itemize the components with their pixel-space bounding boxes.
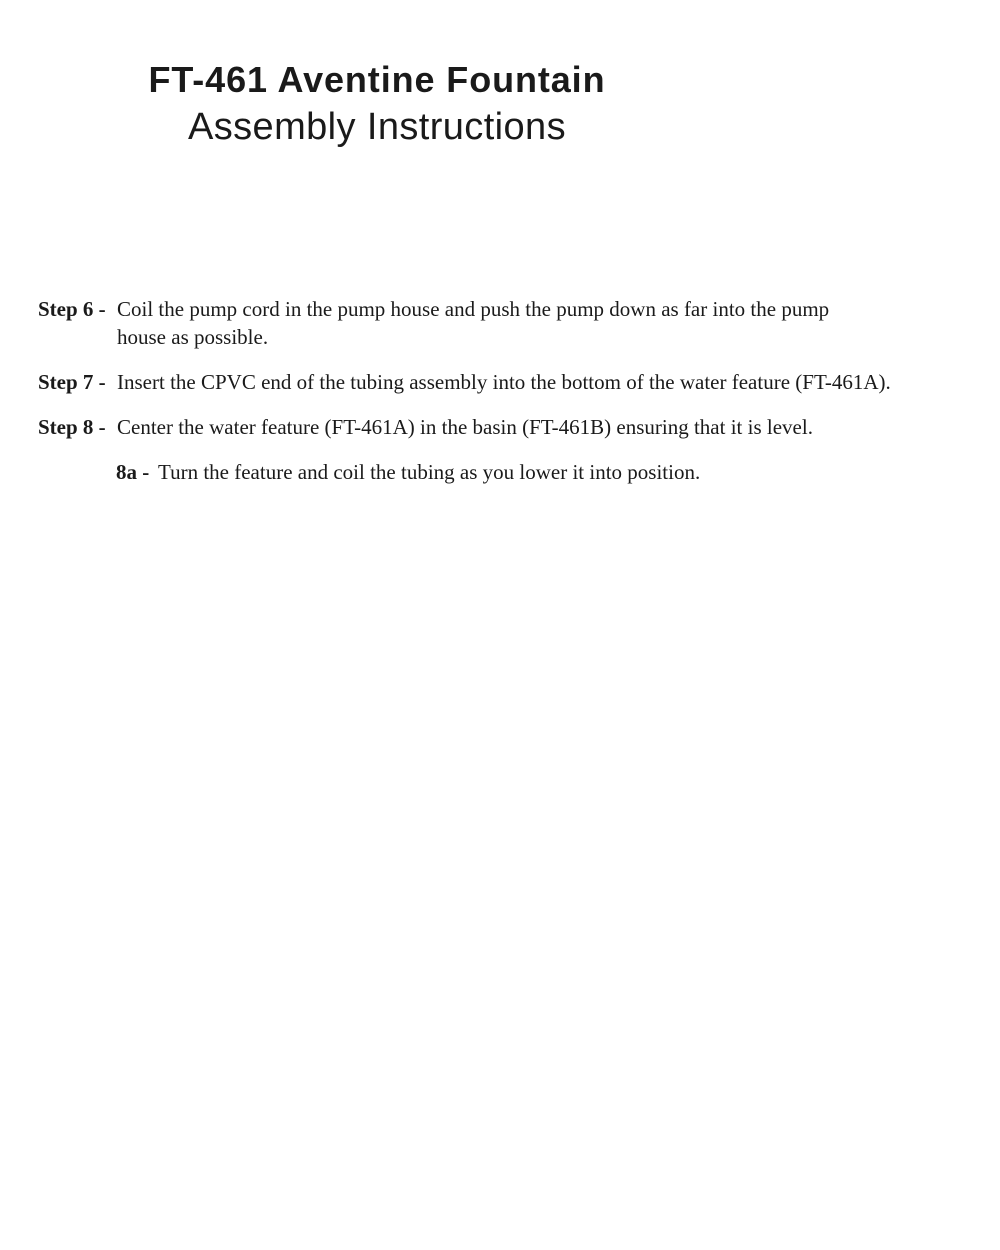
step-7-line-1: Insert the CPVC end of the tubing assembly into the bottom of the water feature (FT-461A). <box>117 370 891 394</box>
step-6-line-2: house as possible. <box>117 325 269 349</box>
step-7-label: Step 7 - <box>38 370 106 394</box>
step-8-line-1: Center the water feature (FT-461A) in the basin (FT-461B) ensuring that it is level. <box>117 415 813 439</box>
heading-block <box>0 0 754 150</box>
page-subtitle: Assembly Instructions <box>188 106 566 148</box>
step-6-line-1: Coil the pump cord in the pump house and push the pump down as far into the pump <box>117 297 830 321</box>
step-8-label: Step 8 - <box>38 415 106 439</box>
step-6-text <box>117 295 970 351</box>
instruction-steps <box>38 295 970 486</box>
step-7 <box>38 368 970 396</box>
step-8-text <box>117 413 970 441</box>
step-6 <box>38 295 970 351</box>
step-6-label: Step 6 - <box>38 297 106 321</box>
step-8a <box>38 458 970 486</box>
step-8a-label: 8a - <box>116 460 150 484</box>
step-7-text <box>117 368 970 396</box>
step-8a-line-1: Turn the feature and coil the tubing as you lower it into position. <box>158 460 701 484</box>
step-8 <box>38 413 970 441</box>
step-8a-text <box>158 458 970 486</box>
page-title: FT-461 Aventine Fountain <box>148 59 606 100</box>
